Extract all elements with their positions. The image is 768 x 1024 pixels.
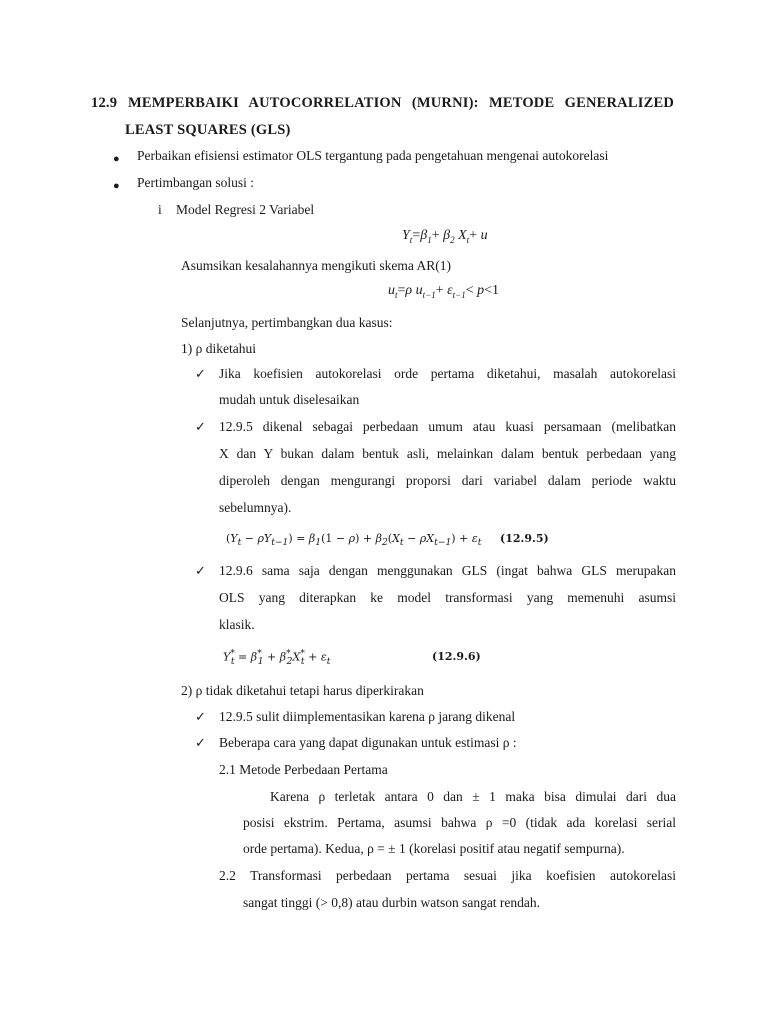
model-equation: $Y_t=\beta_1+ \beta_2$ $X_t+ u$ — [402, 228, 488, 245]
list-marker-i: i — [158, 202, 162, 217]
case1-check3-line1: 12.9.6 sama saja dengan menggunakan GLS (ingat bahwa GLS merupakan — [219, 563, 676, 578]
method1-title: 2.1 Metode Perbedaan Pertama — [219, 762, 388, 777]
equation-number-12-9-5: (12.9.5) — [500, 532, 549, 545]
equation-12-9-6: $Y^*_t = \beta^*_1 + \beta^*_2X^*_t + \varepsilon_t$ — [223, 648, 331, 667]
check-icon: ✓ — [195, 366, 206, 381]
assumption-text: Asumsikan kesalahannya mengikuti skema AR(1) — [181, 258, 451, 273]
ar1-equation: $u_t=\rho$ $u_{t-1}+ \varepsilon_{t-1}< p<1$ — [388, 283, 500, 300]
bullet-icon: ● — [113, 153, 120, 165]
case2-check1: 12.9.5 sulit diimplementasikan karena ρ jarang dikenal — [219, 709, 516, 724]
bullet-icon: ● — [113, 180, 120, 192]
section-title-line1: MEMPERBAIKI AUTOCORRELATION (MURNI): METODE GENERALIZED — [128, 95, 674, 111]
bullet-text-1: Perbaikan efisiensi estimator OLS tergantung pada pengetahuan mengenai autokorelasi — [137, 148, 609, 163]
section-number: 12.9 — [91, 95, 118, 111]
case1-check3-line3: klasik. — [219, 617, 255, 632]
case1-check3-line2: OLS yang diterapkan ke model transformasi yang memenuhi asumsi — [219, 590, 676, 605]
case1-check2-line4: sebelumnya). — [219, 500, 292, 515]
check-icon: ✓ — [195, 709, 206, 724]
method1-line3: orde pertama). Kedua, ρ = ± 1 (korelasi positif atau negatif sempurna). — [243, 841, 625, 856]
case2-label: 2) ρ tidak diketahui tetapi harus diperkirakan — [181, 683, 424, 698]
method2-line2: sangat tinggi (> 0,8) atau durbin watson sangat rendah. — [243, 895, 541, 910]
check-icon: ✓ — [195, 563, 206, 578]
equation-number-12-9-6: (12.9.6) — [432, 650, 481, 663]
bullet-text-2: Pertimbangan solusi : — [137, 175, 254, 190]
case1-check1-line1: Jika koefisien autokorelasi orde pertama diketahui, masalah autokorelasi — [219, 366, 676, 381]
model-label: Model Regresi 2 Variabel — [176, 202, 315, 217]
section-title-line2: LEAST SQUARES (GLS) — [125, 122, 291, 138]
case1-check2-line1: 12.9.5 dikenal sebagai perbedaan umum atau kuasi persamaan (melibatkan — [219, 419, 676, 434]
check-icon: ✓ — [195, 735, 206, 750]
method2-line1: 2.2 Transformasi perbedaan pertama sesuai jika koefisien autokorelasi — [219, 868, 676, 883]
case1-check2-line3: diperoleh dengan mengurangi proporsi dari variabel dalam periode waktu — [219, 473, 676, 488]
method1-line1: Karena ρ terletak antara 0 dan ± 1 maka bisa dimulai dari dua — [270, 789, 676, 804]
method1-line2: posisi ekstrim. Pertama, asumsi bahwa ρ =0 (tidak ada korelasi serial — [243, 815, 676, 830]
case1-check1-line2: mudah untuk diselesaikan — [219, 392, 360, 407]
check-icon: ✓ — [195, 419, 206, 434]
next-text: Selanjutnya, pertimbangkan dua kasus: — [181, 315, 393, 330]
case1-check2-line2: X dan Y bukan dalam bentuk asli, melainkan dalam bentuk perbedaan yang — [219, 446, 676, 461]
case2-check2: Beberapa cara yang dapat digunakan untuk estimasi ρ : — [219, 735, 517, 750]
equation-12-9-5: $(Y_t - \rho Y_{t-1}) = \beta_1(1 - \rho) + \beta_2(X_t - \rho X_{t-1}) + \varepsilon_t$ — [226, 532, 482, 549]
case1-label: 1) ρ diketahui — [181, 341, 256, 356]
